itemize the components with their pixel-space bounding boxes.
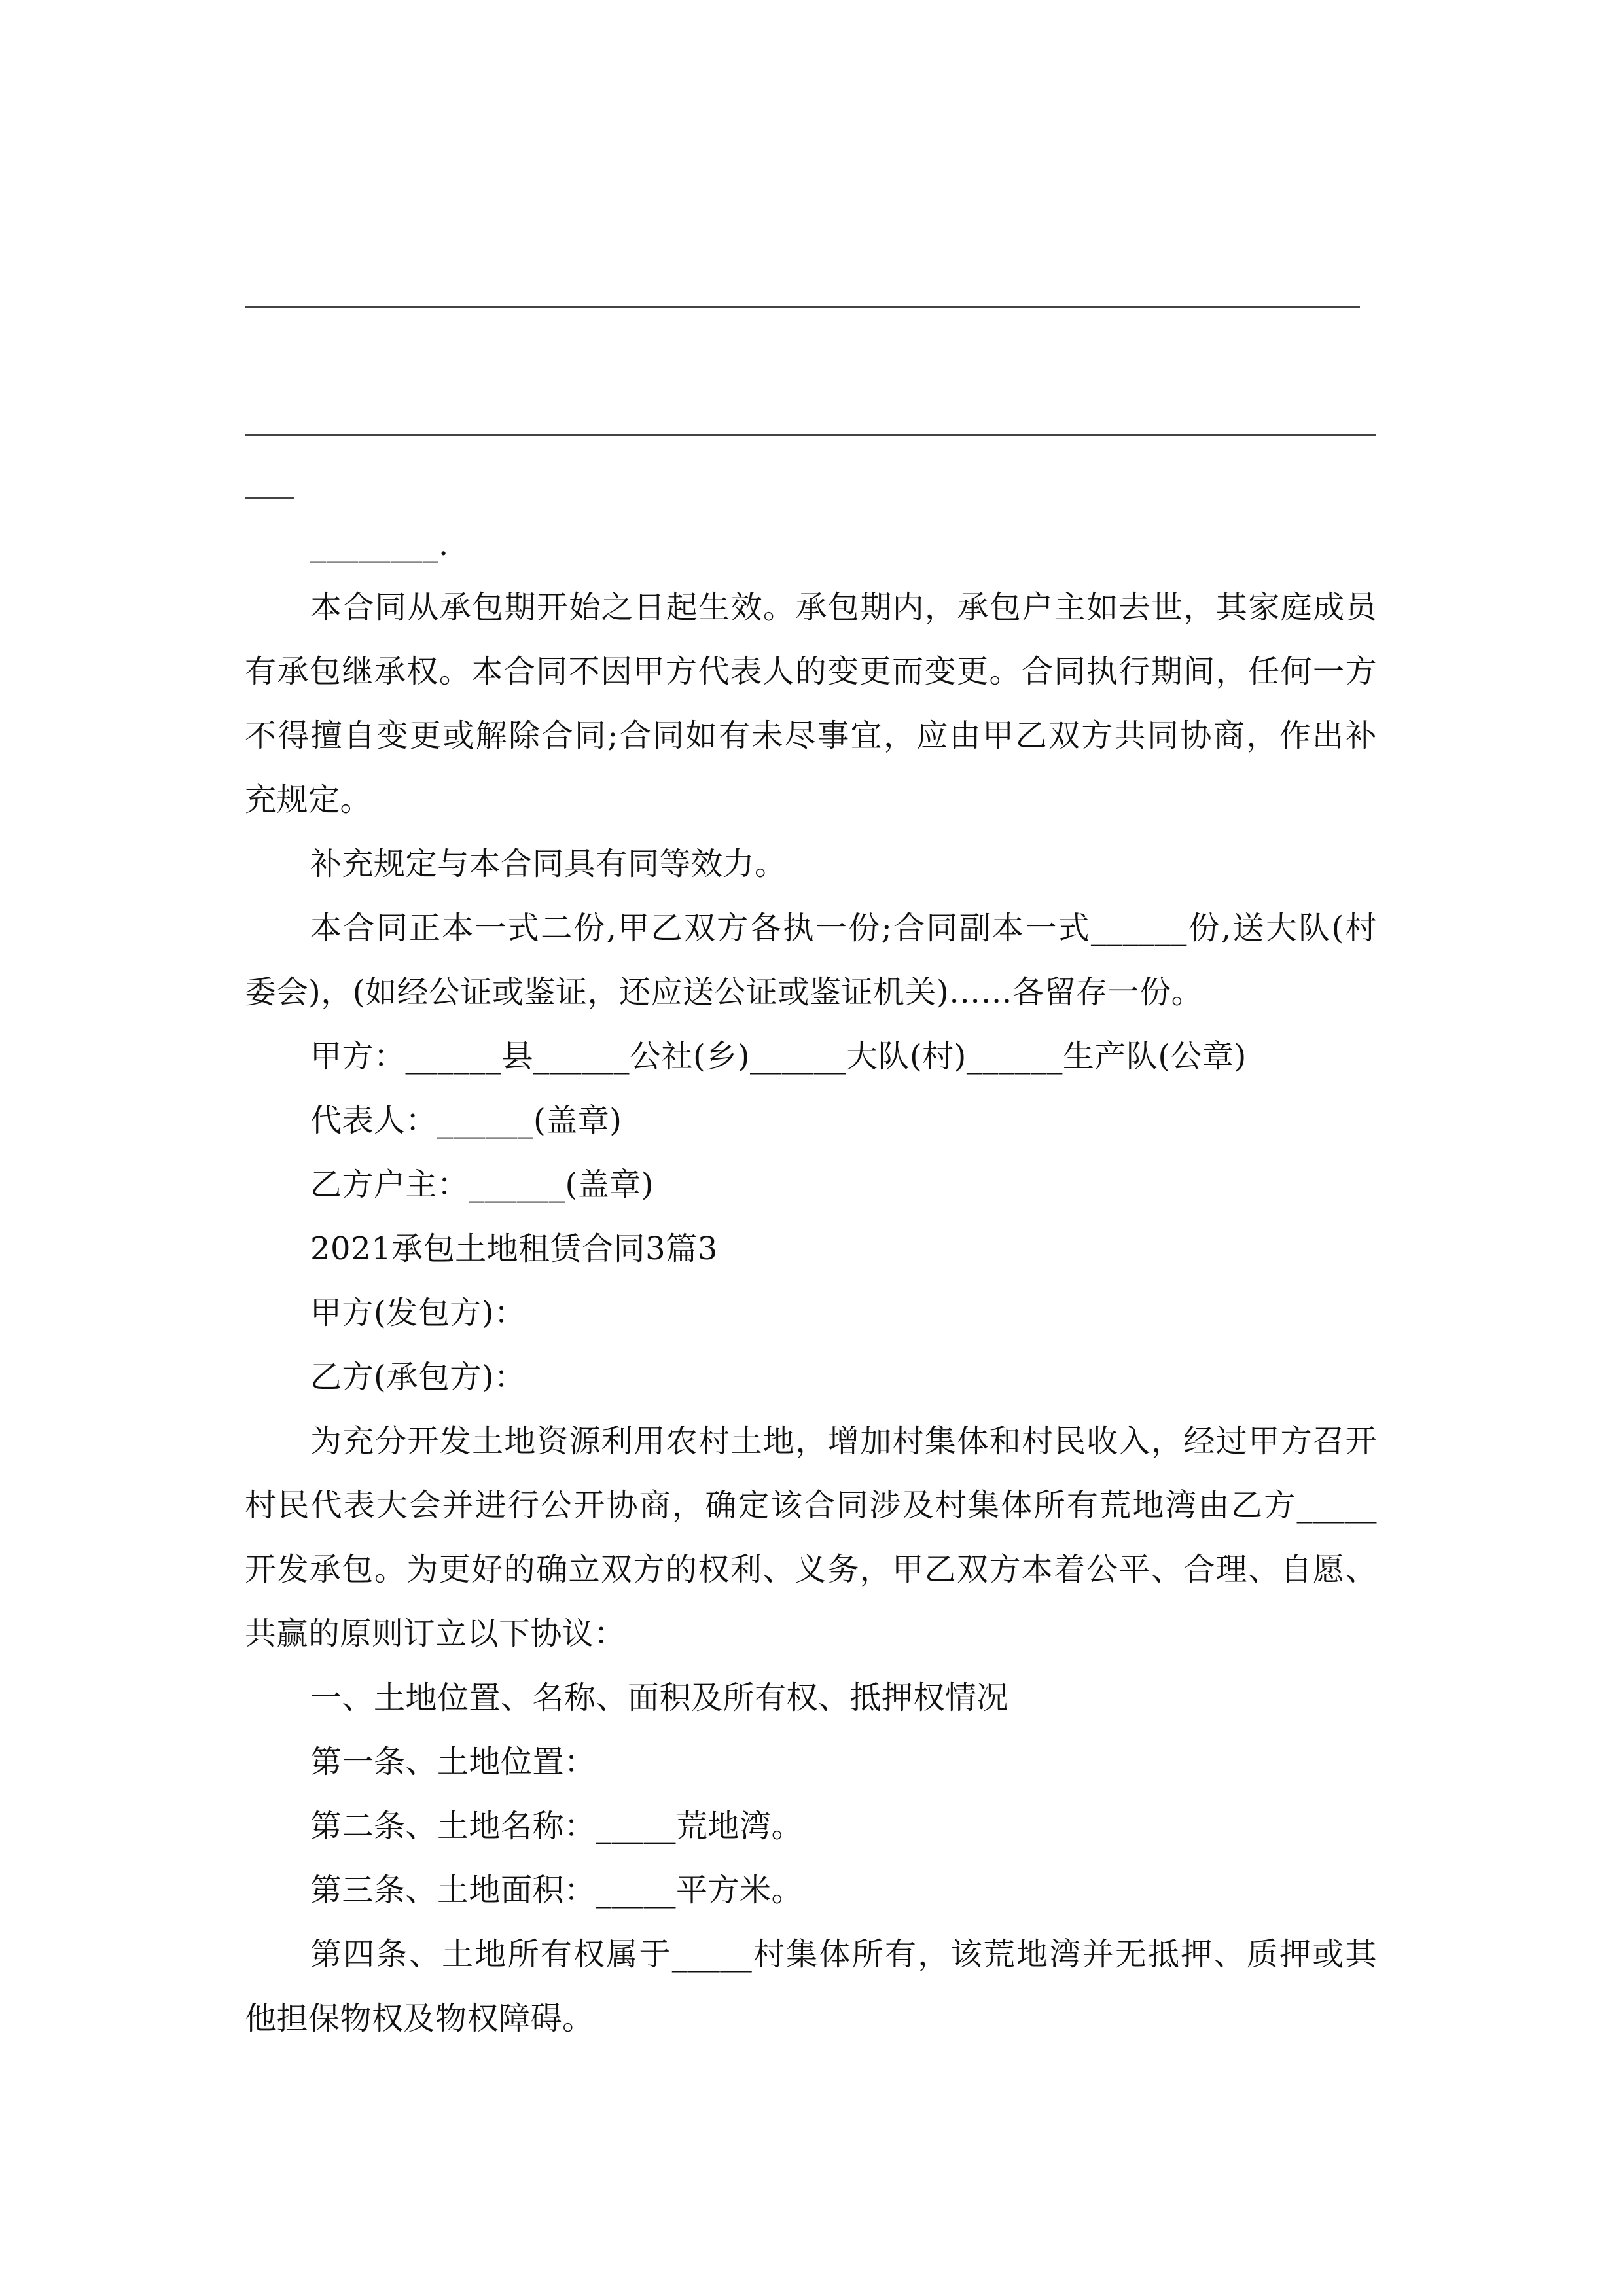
article-4-line-1: 第四条、土地所有权属于_____村集体所有，该荒地湾并无抵押、质押或其 [310,1936,1377,1973]
supplement-clause: 补充规定与本合同具有同等效力。 [310,846,787,882]
preamble-line-2: 村民代表大会并进行公开协商，确定该合同涉及村集体所有荒地湾由乙方_____ [245,1487,1377,1524]
paragraph-effect-line-3: 不得擅自变更或解除合同;合同如有未尽事宜，应由甲乙双方共同协商，作出补 [245,717,1377,754]
party-a-label: 甲方(发包方)： [310,1295,526,1331]
preamble-line-1: 为充分开发土地资源利用农村土地，增加村集体和村民收入，经过甲方召开 [310,1423,1377,1460]
party-a-signature-line: 甲方：______县______公社(乡)______大队(村)______生产队(公章) [310,1038,1247,1075]
article-4-line-2: 他担保物权及物权障碍。 [245,2000,594,2037]
party-b-signature-line: 乙方户主：______(盖章) [310,1166,654,1203]
copies-clause-line-1: 本合同正本一式二份,甲乙双方各执一份;合同副本一式______份,送大队(村 [310,910,1377,946]
short-divider-line [245,497,294,499]
paragraph-effect-line-4: 充规定。 [245,781,372,818]
blank-line-end: ________. [310,526,449,563]
top-divider-line [245,306,1360,308]
paragraph-effect-line-2: 有承包继承权。本合同不因甲方代表人的变更而变更。合同执行期间，任何一方 [245,653,1377,690]
article-2: 第二条、土地名称：_____荒地湾。 [310,1808,804,1844]
copies-clause-line-2: 委会)，(如经公证或鉴证，还应送公证或鉴证机关)……各留存一份。 [245,974,1204,1011]
section-title: 2021承包土地租赁合同3篇3 [310,1230,718,1267]
chapter-heading: 一、土地位置、名称、面积及所有权、抵押权情况 [310,1679,1009,1716]
article-3: 第三条、土地面积：_____平方米。 [310,1872,804,1909]
preamble-line-4: 共赢的原则订立以下协议： [245,1615,626,1652]
party-b-label: 乙方(承包方)： [310,1359,526,1395]
second-divider-line [245,434,1376,436]
preamble-line-3: 开发承包。为更好的确立双方的权利、义务，甲乙双方本着公平、合理、自愿、 [245,1551,1377,1588]
representative-signature-line: 代表人：______(盖章) [310,1102,622,1139]
paragraph-effect-line-1: 本合同从承包期开始之日起生效。承包期内，承包户主如去世，其家庭成员 [310,589,1377,626]
article-1: 第一条、土地位置： [310,1744,596,1780]
